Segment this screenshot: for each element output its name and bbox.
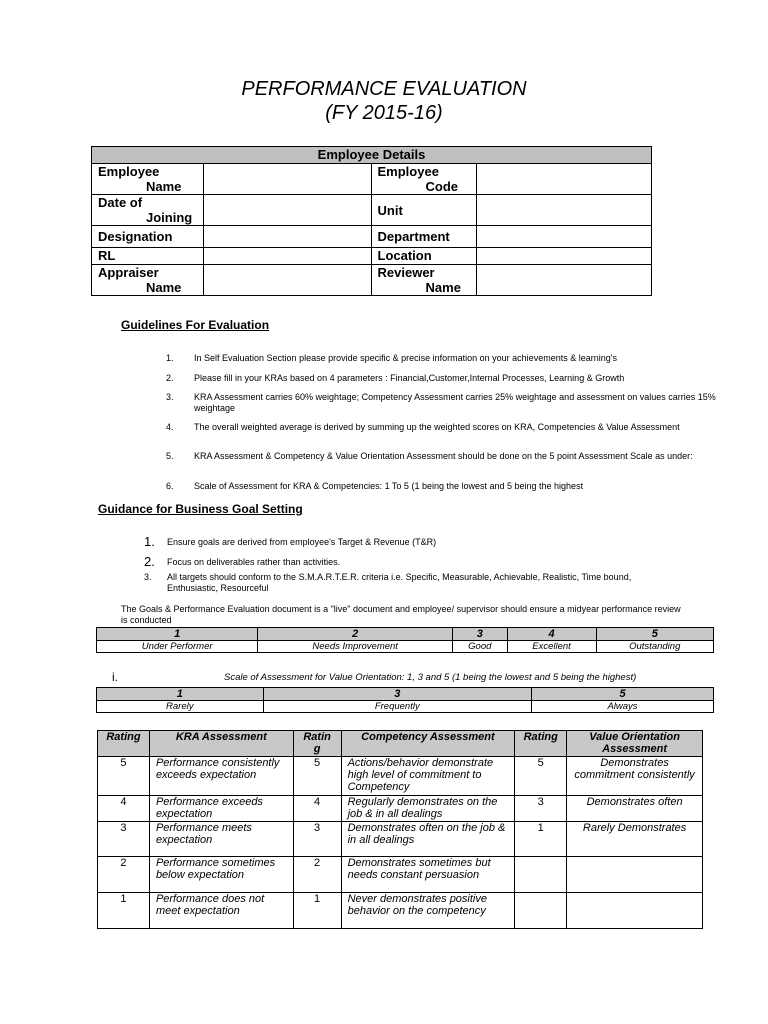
employee-code-label: Employee Code xyxy=(371,164,477,195)
employee-details-header: Employee Details xyxy=(92,147,652,164)
rl-label: RL xyxy=(92,248,204,265)
document-title: PERFORMANCE EVALUATION xyxy=(241,78,527,100)
employee-name-label: Employee Name xyxy=(92,164,204,195)
column-header: Rating xyxy=(98,731,150,757)
column-header: Competency Assessment xyxy=(341,731,515,757)
employee-code-field[interactable] xyxy=(477,164,652,195)
appraiser-name-label: Appraiser Name xyxy=(92,265,204,296)
employee-name-field[interactable] xyxy=(203,164,371,195)
table-row: 3 Performance meets expectation 3 Demonstrates often on the job & in all dealings 1 Rarely Demonstrates xyxy=(98,822,703,857)
scale-label: Under Performer xyxy=(97,641,258,653)
scale-label: Outstanding xyxy=(596,641,714,653)
reviewer-name-field[interactable] xyxy=(477,265,652,296)
scale-number: 4 xyxy=(507,628,596,641)
column-header: KRA Assessment xyxy=(149,731,293,757)
table-row: 2 Performance sometimes below expectation 2 Demonstrates sometimes but needs constant persuasion xyxy=(98,857,703,893)
table-row: 1 Performance does not meet expectation 1 Never demonstrates positive behavior on the competency xyxy=(98,893,703,929)
employee-details-table xyxy=(91,146,652,296)
location-label: Location xyxy=(371,248,477,265)
scale-number: 3 xyxy=(453,628,508,641)
scale-label: Needs Improvement xyxy=(258,641,453,653)
column-header: Rating xyxy=(515,731,567,757)
department-field[interactable] xyxy=(477,226,652,248)
rating-table xyxy=(97,730,703,929)
table-row: 4 Performance exceeds expectation 4 Regularly demonstrates on the job & in all dealings 3 Demonstrates often xyxy=(98,796,703,822)
document-subtitle: (FY 2015-16) xyxy=(325,102,443,124)
scale-label: Frequently xyxy=(263,701,532,713)
designation-field[interactable] xyxy=(203,226,371,248)
scale-label: Excellent xyxy=(507,641,596,653)
scale-number: 5 xyxy=(532,688,714,701)
scale-number: 1 xyxy=(97,628,258,641)
designation-label: Designation xyxy=(92,226,204,248)
guidelines-heading: Guidelines For Evaluation xyxy=(121,318,270,332)
scale-number: 5 xyxy=(596,628,714,641)
column-header: Value Orientation Assessment xyxy=(567,731,703,757)
scale-number: 2 xyxy=(258,628,453,641)
kra-scale-table xyxy=(96,627,714,653)
midyear-review-note: The Goals & Performance Evaluation document is a "live" document and employee/ supervisor should ensure a midyear performance review is conducted xyxy=(121,604,681,625)
date-of-joining-label: Date of Joining xyxy=(92,195,204,226)
rl-field[interactable] xyxy=(203,248,371,265)
unit-label: Unit xyxy=(371,195,477,226)
reviewer-name-label: Reviewer Name xyxy=(371,265,477,296)
scale-label: Rarely xyxy=(97,701,264,713)
location-field[interactable] xyxy=(477,248,652,265)
scale-number: 1 xyxy=(97,688,264,701)
business-goal-heading: Guidance for Business Goal Setting xyxy=(98,502,303,516)
scale-label: Good xyxy=(453,641,508,653)
unit-field[interactable] xyxy=(477,195,652,226)
column-header: Ratin g xyxy=(293,731,341,757)
date-of-joining-field[interactable] xyxy=(203,195,371,226)
value-orientation-scale-table xyxy=(96,687,714,713)
scale-label: Always xyxy=(532,701,714,713)
department-label: Department xyxy=(371,226,477,248)
table-row: 5 Performance consistently exceeds expectation 5 Actions/behavior demonstrate high level of commitment to Competency 5 Demonstrates commitment consistently xyxy=(98,757,703,796)
scale-number: 3 xyxy=(263,688,532,701)
appraiser-name-field[interactable] xyxy=(203,265,371,296)
